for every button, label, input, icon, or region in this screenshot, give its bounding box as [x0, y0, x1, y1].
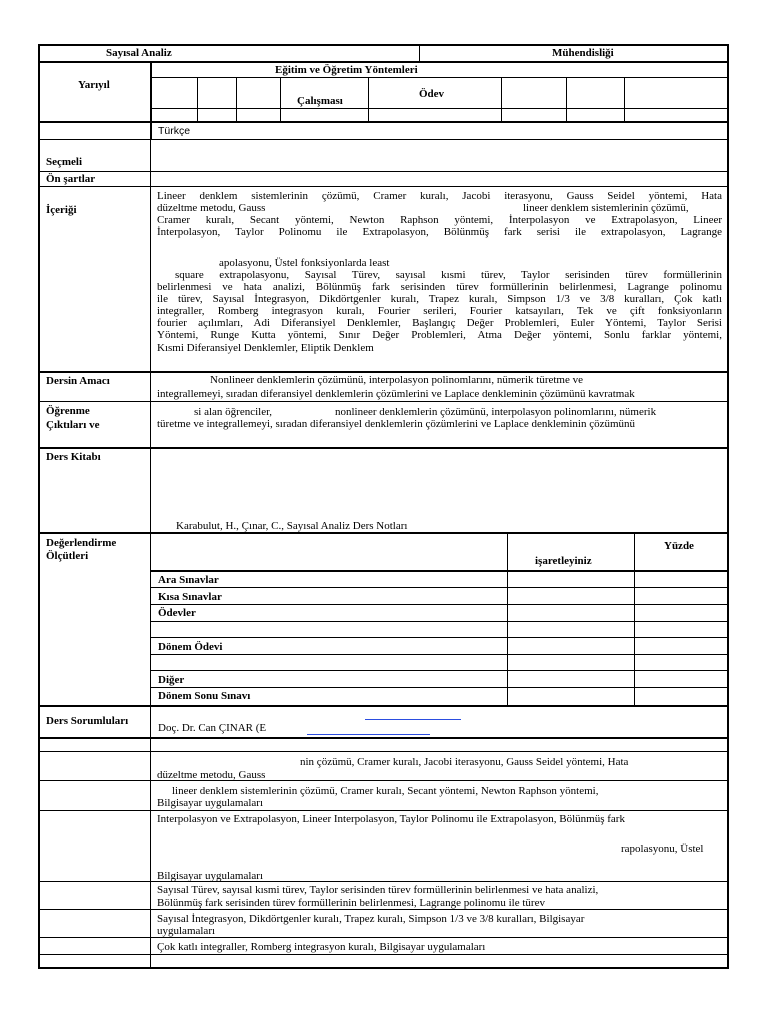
- weekly-row: Bilgisayar uygulamaları: [157, 870, 263, 882]
- methods-col-study: Çalışması: [297, 95, 343, 107]
- weekly-row: Bölünmüş fark serisinden türev formüllerinin belirlenmesi, Lagrange polinomu ile türev: [157, 897, 545, 909]
- weekly-row: Interpolasyon ve Extrapolasyon, Lineer Interpolasyon, Taylor Polinomu ile Extrapolasyon, Bölünmüş fark: [157, 813, 625, 825]
- assessment-item: Dönem Sonu Sınavı: [158, 690, 251, 702]
- instructors-label: Ders Sorumluları: [46, 715, 129, 727]
- assessment-item: Kısa Sınavlar: [158, 591, 222, 603]
- elective-label: Seçmeli: [46, 156, 83, 168]
- assessment-label-2: Ölçütleri: [46, 550, 89, 562]
- weekly-row: Sayısal İntegrasyon, Dikdörtgenler kuralı, Trapez kuralı, Simpson 1/3 ve 3/8 kuralları, Bilgisayar: [157, 913, 585, 925]
- assessment-label-1: Değerlendirme: [46, 537, 117, 549]
- weekly-row: Çok katlı integraller, Romberg integrasyon kuralı, Bilgisayar uygulamaları: [157, 941, 486, 953]
- assessment-item: Dönem Ödevi: [158, 641, 223, 653]
- methods-col-homework: Ödev: [419, 88, 445, 100]
- weekly-row: rapolasyonu, Üstel: [621, 843, 704, 855]
- assessment-item: Diğer: [158, 674, 185, 686]
- assessment-item: Ara Sınavlar: [158, 574, 219, 586]
- instructor-value: Doç. Dr. Can ÇINAR (E: [158, 722, 267, 734]
- textbook-value: Karabulut, H., Çınar, C., Sayısal Analiz Ders Notları: [176, 520, 408, 532]
- form-border: [38, 44, 729, 969]
- weekly-row: uygulamaları: [157, 925, 216, 937]
- course-form: Sayısal Analiz Mühendisliği Yarıyıl Eğitim ve Öğretim Yöntemleri Çalışması Ödev Türkçe Seçmeli Ön şartlar İçeriği Lineer denklem sistemlerinin çözümü, Cramer kuralı, Jacobi iterasyonu, Gauss Seidel yöntemi, Hata düzeltme metodu, Gauss lineer denklem sistemlerinin çözümü, Cramer kuralı, Secant yöntemi, Newton Raphson yöntemi, İnterpolasyon ve Extrapolasyon, Lineer İnterpolasyon, Taylor Polinomu ile Extrapolasyon, Bölünmüş fark serisi ile extrapolasyon, Lagrange apolasyonu, Üstel fonksiyonlarda least square extrapolasyonu, Sayısal Türev, sayısal kısmi türev, Taylor serisinden türev formüllerinin belirlenmesi ve hata analizi, Bölünmüş fark serisinden türev formüllerinin belirlenmesi, Lagrange polinomu ile türev, Sayısal İntegrasyon, Dikdörtgenler kuralı, Trapez kuralı, Simpson 1/3 ve 3/8 kuralları, Çok katlı integraller, Romberg integrasyon kuralı, Fourier serileri, Fourier katsayıları, Tek ve çift fonksiyonların fourier açılımları, Adi Diferansiyel Denklemler, Başlangıç Değer Problemleri, Euler Yöntemi, Taylor Serisi Yöntemi, Runge Kutta yöntemi, Sınır Değer Problemleri, Atma Değer yöntemi, Sonlu farklar yöntemi, Kısmi Diferansiyel Denklemler, Eliptik Denklem Dersin Amacı Nonlineer denklemlerin çözümünü, interpolasyon polinomlarını, nümerik türetme ve integrallemeyi, sıradan diferansiyel denklemlerin çözümlerini ve Laplace denkleminin çözümünü kavratmak Öğrenme Çıktıları ve si alan öğrenciler, nonlineer denklemlerin çözümünü, interpolasyon polinomlarını, nümerik türetme ve integrallemeyi, sıradan diferansiyel denklemlerin çözümlerini ve Laplace denkleminin çözümünü Ders Kitabı Karabulut, H., Çınar, C., Sayısal Analiz Ders Notları Değerlendirme Ölçütleri Yüzde işaretleyiniz Ara Sınavlar Kısa Sınavlar Ödevler Dönem Ödevi Diğer Dönem Sonu Sınavı Ders Sorumluları Doç. Dr. Can ÇINAR (E nin çözümü, Cramer kuralı, Jacobi iterasyonu, Gauss Seidel yöntemi, Hata düzeltme metodu, Gauss lineer denklem sistemlerinin çözümü, Cramer kuralı, Secant yöntemi, Newton Raphson yöntemi, Bilgisayar uygulamaları Interpolasyon ve Extrapolasyon, Lineer Interpolasyon, Taylor Polinomu ile Extrapolasyon, Bölünmüş fark rapolasyonu, Üstel Bilgisayar uygulamaları Sayısal Türev, sayısal kısmi türev, Taylor serisinden türev formüllerinin belirlenmesi ve hata analizi, Bölünmüş fark serisinden türev formüllerinin belirlenmesi, Lagrange polinomu ile türev Sayısal İntegrasyon, Dikdörtgenler kuralı, Trapez kuralı, Simpson 1/3 ve 3/8 kuralları, Bilgisayar uygulamaları Çok katlı integraller, Romberg integrasyon kuralı, Bilgisayar uygulamaları: [38, 44, 729, 969]
- outcomes-label-1: Öğrenme: [46, 405, 90, 417]
- methods-label: Eğitim ve Öğretim Yöntemleri: [275, 64, 418, 76]
- language-value: Türkçe: [158, 125, 191, 137]
- textbook-label: Ders Kitabı: [46, 451, 101, 463]
- instructor-email-link-2[interactable]: [307, 734, 430, 735]
- objective-line-1: Nonlineer denklemlerin çözümünü, interpolasyon polinomlarını, nümerik türetme ve: [210, 374, 583, 386]
- assessment-col-mark: işaretleyiniz: [535, 555, 592, 567]
- content-label: İçeriği: [46, 204, 77, 216]
- prerequisites-label: Ön şartlar: [46, 173, 96, 185]
- outcomes-line-2: türetme ve integrallemeyi, sıradan diferansiyel denklemlerin çözümlerini ve Laplace denkleminin çözümünü: [157, 418, 636, 430]
- outcomes-line-1a: si alan öğrenciler,: [194, 406, 273, 418]
- instructor-email-link[interactable]: [365, 719, 461, 720]
- weekly-row: nin çözümü, Cramer kuralı, Jacobi iterasyonu, Gauss Seidel yöntemi, Hata: [300, 756, 629, 768]
- objective-line-2: integrallemeyi, sıradan diferansiyel denklemlerin çözümlerini ve Laplace denkleminin çözümünü kavratmak: [157, 388, 635, 400]
- weekly-row: düzeltme metodu, Gauss: [157, 769, 266, 781]
- objective-label: Dersin Amacı: [46, 375, 110, 387]
- outcomes-line-1b: nonlineer denklemlerin çözümünü, interpolasyon polinomlarını, nümerik: [335, 406, 657, 418]
- department: Mühendisliği: [552, 47, 614, 59]
- outcomes-label-2: Çıktıları ve: [46, 419, 100, 431]
- assessment-col-percent: Yüzde: [664, 540, 694, 552]
- course-name: Sayısal Analiz: [106, 47, 172, 59]
- weekly-row: lineer denklem sistemlerinin çözümü, Cramer kuralı, Secant yöntemi, Newton Raphson yöntemi,: [172, 785, 599, 797]
- weekly-row: Sayısal Türev, sayısal kısmi türev, Taylor serisinden türev formüllerinin belirlenmesi ve hata analizi,: [157, 884, 599, 896]
- weekly-row: Bilgisayar uygulamaları: [157, 797, 263, 809]
- assessment-item: Ödevler: [158, 607, 196, 619]
- semester-label: Yarıyıl: [78, 79, 110, 91]
